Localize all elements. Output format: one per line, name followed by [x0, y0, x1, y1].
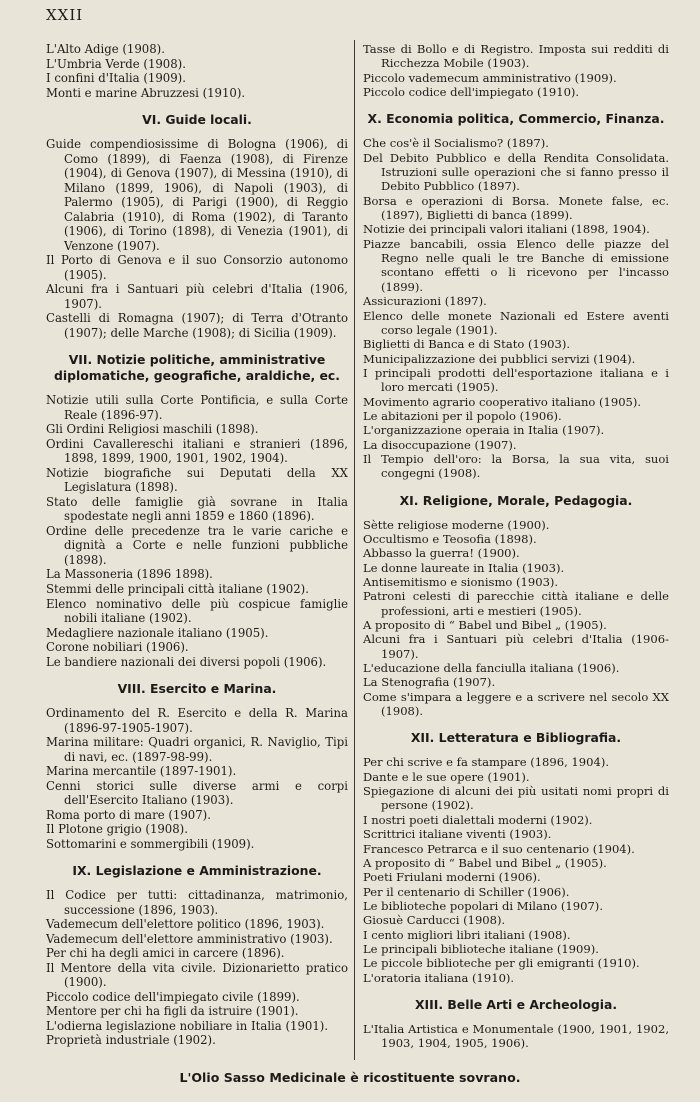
catalog-entry: Il Porto di Genova e il suo Consorzio autonomo (1905). — [46, 253, 348, 282]
catalog-entry: Dante e le sue opere (1901). — [363, 769, 530, 784]
catalog-entry: I confini d'Italia (1909). — [46, 71, 186, 86]
catalog-entry: Per chi ha degli amici in carcere (1896). — [46, 946, 285, 961]
catalog-entry: Occultismo e Teosofia (1898). — [363, 531, 537, 546]
catalog-entry: La disoccupazione (1907). — [363, 437, 517, 452]
catalog-entry: Notizie utili sulla Corte Pontificia, e sulla Corte Reale (1896-97). — [46, 393, 348, 422]
catalog-entry: Municipalizzazione dei pubblici servizi (1904). — [363, 351, 636, 366]
section-heading: XI. Religione, Morale, Pedagogia. — [399, 492, 633, 508]
catalog-entry: Il Codice per tutti: cittadinanza, matrimonio, successione (1896, 1903). — [46, 888, 348, 917]
catalog-entry: Ordinamento del R. Esercito e della R. Marina (1896-97-1905-1907). — [46, 706, 348, 735]
catalog-entry: Patroni celesti di parecchie città italiane e delle professioni, arti e mestieri (1905). — [363, 589, 669, 618]
catalog-entry: L'Italia Artistica e Monumentale (1900, 1901, 1902, 1903, 1904, 1905, 1906). — [363, 1021, 669, 1051]
catalog-entry: Vademecum dell'elettore politico (1896, 1903). — [46, 917, 325, 932]
catalog-entry: Il Plotone grigio (1908). — [46, 822, 188, 837]
catalog-entry: Spiegazione di alcuni dei più usitati nomi propri di persone (1902). — [363, 784, 669, 813]
page-number: XXII — [46, 6, 84, 24]
column-divider — [354, 40, 355, 1060]
catalog-entry: Ordini Cavallereschi italiani e stranieri (1896, 1898, 1899, 1900, 1901, 1902, 1904). — [46, 436, 348, 466]
catalog-entry: Alcuni fra i Santuari più celebri d'Italia (1906-1907). — [363, 632, 669, 661]
catalog-entry: Sètte religiose moderne (1900). — [363, 517, 550, 532]
catalog-entry: Medagliere nazionale italiano (1905). — [46, 625, 269, 640]
section-heading: XII. Letteratura e Bibliografia. — [410, 730, 622, 746]
catalog-entry: Notizie dei principali valori italiani (1898, 1904). — [363, 222, 650, 237]
catalog-entry: Assicurazioni (1897). — [363, 294, 487, 309]
catalog-entry: Per chi scrive e fa stampare (1896, 1904). — [363, 755, 609, 770]
catalog-entry: Mentore per chi ha figli da istruire (1901). — [46, 1004, 299, 1019]
catalog-entry: Francesco Petrarca e il suo centenario (1904). — [363, 841, 635, 856]
catalog-entry: Monti e marine Abruzzesi (1910). — [46, 85, 246, 100]
catalog-entry: Piccolo codice dell'impiegato (1910). — [363, 85, 580, 100]
catalog-entry: Alcuni fra i Santuari più celebri d'Italia (1906, 1907). — [46, 282, 348, 311]
section-heading: VIII. Esercito e Marina. — [117, 681, 277, 697]
catalog-entry: Piccolo codice dell'impiegato civile (1899). — [46, 989, 300, 1004]
catalog-entry: Marina mercantile (1897-1901). — [46, 764, 237, 779]
catalog-entry: Scrittrici italiane viventi (1903). — [363, 827, 552, 842]
catalog-entry: I cento migliori libri italiani (1908). — [363, 927, 571, 942]
catalog-entry: Cenni storici sulle diverse armi e corpi dell'Esercito Italiano (1903). — [46, 778, 348, 808]
section-heading: IX. Legislazione e Amministrazione. — [72, 863, 322, 879]
catalog-entry: Le abitazioni per il popolo (1906). — [363, 408, 562, 423]
catalog-entry: Guide compendiosissime di Bologna (1906), di Como (1899), di Faenza (1908), di Firenze (1904), di Genova (1907), di Messina (1910), di Milano (1899, 1906), di Napoli (1903), di Palermo (1905), di Parigi (1900), di Reggio Calabria (1910), di Roma (1902), di Taranto (1906), di Torino (1898), di Venezia (1901), di Venzone (1907). — [46, 137, 348, 253]
catalog-entry: Il Tempio dell'oro: la Borsa, la sua vita, suoi congegni (1908). — [363, 451, 669, 481]
catalog-entry: Tasse di Bollo e di Registro. Imposta sui redditi di Ricchezza Mobile (1903). — [363, 42, 669, 71]
catalog-entry: L'Alto Adige (1908). — [46, 42, 165, 56]
catalog-entry: Le principali biblioteche italiane (1909). — [363, 941, 599, 956]
catalog-entry: Vademecum dell'elettore amministrativo (1903). — [46, 931, 333, 946]
catalog-entry: Stato delle famiglie già sovrane in Italia spodestate negli anni 1859 e 1860 (1896). — [46, 494, 348, 524]
section-heading: VII. Notizie politiche, amministrative diplomatiche, geografiche, araldiche, ec. — [54, 352, 340, 384]
catalog-entry: Castelli di Romagna (1907); di Terra d'Otranto (1907); delle Marche (1908); di Sicilia (1909). — [46, 311, 348, 340]
catalog-entry: Piazze bancabili, ossia Elenco delle piazze del Regno nelle quali le tre Banche di emissione scontano effetti o li ricevono per l'incasso (1899). — [363, 236, 669, 294]
catalog-entry: Borsa e operazioni di Borsa. Monete false, ec. (1897), Biglietti di banca (1899). — [363, 193, 669, 223]
catalog-entry: L'organizzazione operaia in Italia (1907). — [363, 423, 605, 438]
catalog-entry: Ordine delle precedenze tra le varie cariche e dignità a Corte e nelle funzioni pubbliche (1898). — [46, 523, 348, 567]
catalog-entry: Abbasso la guerra! (1900). — [363, 546, 520, 561]
catalog-entry: Sottomarini e sommergibili (1909). — [46, 836, 255, 851]
catalog-entry: Le bandiere nazionali dei diversi popoli (1906). — [46, 654, 327, 669]
catalog-entry: Movimento agrario cooperativo italiano (1905). — [363, 394, 642, 409]
catalog-entry: Per il centenario di Schiller (1906). — [363, 884, 570, 899]
left-column — [46, 42, 348, 1048]
advertisement-footer: L'Olio Sasso Medicinale è ricostituente sovrano. — [179, 1070, 521, 1085]
catalog-entry: Che cos'è il Socialismo? (1897). — [363, 136, 549, 151]
catalog-entry: Marina militare: Quadri organici, R. Naviglio, Tipi di navi, ec. (1897-98-99). — [46, 735, 348, 764]
catalog-entry: Come s'impara a leggere e a scrivere nel secolo XX (1908). — [363, 689, 669, 719]
catalog-entry: Antisemitismo e sionismo (1903). — [363, 575, 559, 589]
catalog-entry: Le biblioteche popolari di Milano (1907). — [363, 898, 603, 913]
catalog-entry: Elenco delle monete Nazionali ed Estere aventi corso legale (1901). — [363, 308, 669, 337]
catalog-entry: Poeti Friulani moderni (1906). — [363, 870, 541, 885]
catalog-entry: I principali prodotti dell'esportazione italiana e i loro mercati (1905). — [363, 365, 669, 395]
catalog-entry: La Massoneria (1896 1898). — [46, 567, 213, 582]
catalog-entry: Proprietà industriale (1902). — [46, 1033, 216, 1048]
catalog-entry: Il Mentore della vita civile. Dizionarietto pratico (1900). — [46, 960, 348, 990]
catalog-entry: Biglietti di Banca e di Stato (1903). — [363, 337, 571, 352]
catalog-entry: A proposito di “ Babel und Bibel „ (1905). — [363, 618, 607, 633]
catalog-entry: A proposito di “ Babel und Bibel „ (1905). — [363, 855, 607, 870]
catalog-entry: I nostri poeti dialettali moderni (1902). — [363, 812, 593, 827]
catalog-entry: La Stenografia (1907). — [363, 675, 496, 690]
catalog-entry: Piccolo vademecum amministrativo (1909). — [363, 70, 617, 85]
section-heading: VI. Guide locali. — [142, 112, 252, 128]
catalog-entry: Gli Ordini Religiosi maschili (1898). — [46, 422, 259, 437]
catalog-entry: Roma porto di mare (1907). — [46, 807, 211, 822]
section-heading: XIII. Belle Arti e Archeologia. — [414, 996, 618, 1012]
catalog-entry: Elenco nominativo delle più cospicue famiglie nobili italiane (1902). — [46, 596, 348, 626]
catalog-entry: Del Debito Pubblico e della Rendita Consolidata. Istruzioni sulle operazioni che si fanno presso il Debito Pubblico (1897). — [363, 150, 669, 194]
catalog-entry: Notizie biografiche sui Deputati della XX Legislatura (1898). — [46, 465, 348, 495]
catalog-entry: Le piccole biblioteche per gli emigranti (1910). — [363, 956, 640, 971]
catalog-entry: L'Umbria Verde (1908). — [46, 56, 186, 71]
catalog-entry: Stemmi delle principali città italiane (1902). — [46, 581, 309, 596]
catalog-entry: Corone nobiliari (1906). — [46, 640, 189, 655]
catalog-entry: L'educazione della fanciulla italiana (1906). — [363, 661, 620, 676]
catalog-entry: L'odierna legislazione nobiliare in Italia (1901). — [46, 1018, 329, 1033]
catalog-entry: Giosuè Carducci (1908). — [363, 913, 506, 928]
catalog-entry: Le donne laureate in Italia (1903). — [363, 560, 565, 575]
catalog-entry: L'oratoria italiana (1910). — [363, 970, 515, 985]
right-column — [363, 42, 669, 1051]
section-heading: X. Economia politica, Commercio, Finanza. — [367, 111, 665, 127]
